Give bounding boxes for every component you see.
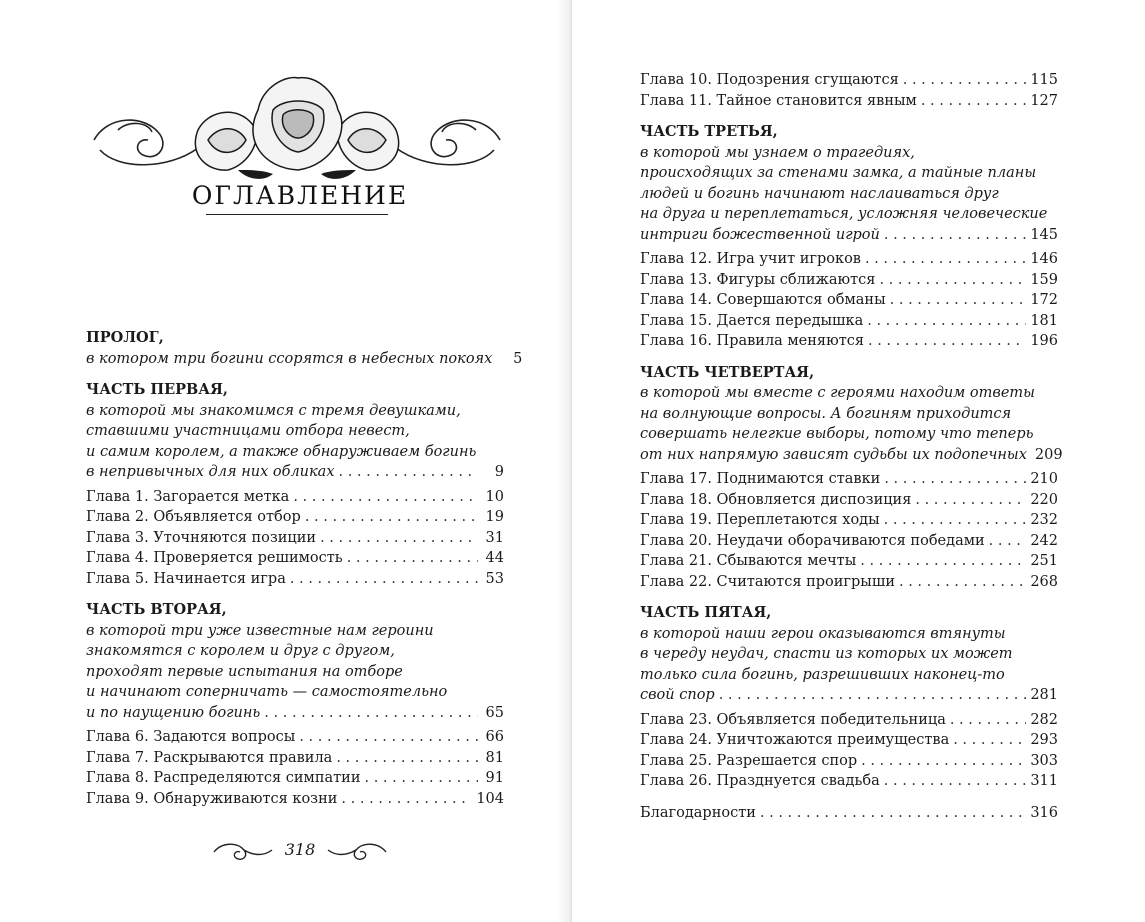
leader-dots: [899, 572, 1026, 593]
entry-page: 91: [485, 770, 504, 786]
toc-entry[interactable]: [640, 70, 1058, 91]
section-heading: ЧАСТЬ ТРЕТЬЯ,: [640, 123, 778, 140]
toc-entry[interactable]: [640, 572, 1058, 593]
leader-dots: [921, 91, 1027, 112]
toc-entry[interactable]: [640, 730, 1058, 751]
entry-page: 172: [1030, 292, 1058, 308]
toc-entry[interactable]: [86, 789, 504, 810]
section-description-line: и начинают соперничать — самостоятельно: [86, 684, 448, 700]
entry-title: Глава 26. Празднуется свадьба: [640, 773, 880, 789]
entry-page: 146: [1030, 251, 1058, 267]
toc-entry[interactable]: [640, 751, 1058, 772]
leader-dots: [364, 768, 478, 789]
entry-title: Глава 14. Совершаются обманы: [640, 292, 886, 308]
entry-page: 316: [1030, 804, 1058, 821]
leader-dots: [989, 531, 1027, 552]
toc-section-prologue: [86, 328, 523, 369]
leader-dots: [884, 510, 1027, 531]
entry-title: Глава 5. Начинается игра: [86, 570, 286, 587]
entry-title: Глава 2. Объявляется отбор: [86, 509, 301, 525]
page-footer: [212, 838, 388, 866]
toc-left-column: [86, 328, 523, 820]
leader-dots: [868, 331, 1026, 352]
section-description-line: и самим королем, а также обнаруживаем богинь: [86, 443, 477, 460]
entry-title: Глава 25. Разрешается спор: [640, 752, 858, 769]
toc-right-column: [640, 70, 1063, 834]
entry-page: 181: [1030, 312, 1058, 329]
entry-title: Глава 1. Загорается метка: [86, 488, 290, 505]
toc-entry[interactable]: [86, 748, 504, 769]
entry-title: интриги божественной игрой: [640, 226, 880, 243]
leader-dots: [890, 290, 1027, 311]
toc-title: ОГЛАВЛЕНИЕ: [191, 181, 409, 210]
entry-title: Глава 3. Уточняются позиции: [86, 529, 317, 546]
toc-entry[interactable]: [640, 531, 1058, 552]
entry-title: Глава 4. Проверяется решимость: [86, 550, 343, 566]
leader-dots: [719, 685, 1027, 706]
entry-title: Глава 23. Объявляется победительница: [640, 711, 946, 728]
section-heading: ЧАСТЬ ПЯТАЯ,: [640, 604, 772, 621]
toc-section-part-3: [640, 122, 1058, 352]
leader-dots: [884, 771, 1027, 792]
toc-section-part-4: [640, 363, 1063, 593]
entry-page: 159: [1030, 271, 1058, 288]
entry-title: Глава 11. Тайное становится явным: [640, 92, 917, 109]
leader-dots: [861, 751, 1026, 772]
entry-title: Глава 16. Правила меняются: [640, 333, 864, 349]
toc-entry[interactable]: [640, 91, 1058, 112]
toc-entry[interactable]: [640, 469, 1058, 490]
section-description-line: в которой мы знакомимся с тремя девушками,: [86, 402, 461, 419]
entry-page: 209: [1034, 446, 1063, 463]
entry-title: Глава 12. Игра учит игроков: [640, 251, 861, 267]
entry-page: 268: [1030, 573, 1058, 590]
entry-page: 5: [513, 350, 523, 367]
toc-entry[interactable]: [86, 462, 504, 483]
entry-page: 115: [1030, 72, 1058, 88]
toc-entry[interactable]: [640, 225, 1058, 246]
entry-page: 53: [485, 570, 504, 587]
entry-page: 81: [485, 749, 504, 766]
entry-title: Глава 22. Считаются проигрыши: [640, 573, 895, 590]
entry-title: Благодарности: [640, 804, 756, 821]
entry-title: свой спор: [640, 687, 715, 703]
leader-dots: [290, 569, 478, 590]
section-description-line: в которой мы вместе с героями находим ответы: [640, 385, 1035, 401]
toc-entry[interactable]: [640, 249, 1058, 270]
entry-page: 220: [1030, 491, 1058, 508]
entry-page: 282: [1030, 711, 1058, 728]
leader-dots: [305, 507, 478, 528]
leader-dots: [293, 487, 478, 508]
leader-dots: [320, 528, 478, 549]
leader-dots: [865, 249, 1026, 270]
toc-section-continued: [640, 70, 1058, 111]
toc-entry[interactable]: [640, 710, 1058, 731]
toc-entry[interactable]: [86, 507, 504, 528]
toc-entry[interactable]: [86, 528, 504, 549]
entry-page: 104: [476, 790, 504, 807]
entry-title: Глава 20. Неудачи оборачиваются победами: [640, 532, 985, 549]
entry-title: Глава 15. Дается передышка: [640, 312, 864, 329]
toc-entry[interactable]: [86, 569, 504, 590]
entry-title: Глава 24. Уничтожаются преимущества: [640, 732, 950, 748]
entry-page: 251: [1030, 553, 1058, 569]
toc-section-part-5: [640, 603, 1058, 792]
entry-title: Глава 8. Распределяются симпатии: [86, 770, 361, 786]
section-heading: ЧАСТЬ ЧЕТВЕРТАЯ,: [640, 363, 815, 381]
toc-entry[interactable]: [640, 551, 1058, 572]
entry-page: 44: [485, 550, 504, 566]
leader-dots: [347, 548, 478, 569]
section-heading: ПРОЛОГ,: [86, 329, 164, 346]
entry-title: Глава 19. Переплетаются ходы: [640, 512, 880, 528]
toc-entry[interactable]: [640, 510, 1058, 531]
entry-title: Глава 17. Поднимаются ставки: [640, 471, 881, 487]
section-description-line: ставшими участницами отбора невест,: [86, 423, 410, 439]
section-description-line: в череду неудач, спасти из которых их может: [640, 646, 1013, 662]
toc-entry[interactable]: [640, 771, 1058, 792]
toc-entry[interactable]: [86, 349, 523, 370]
entry-page: 196: [1030, 333, 1058, 349]
section-description-line: людей и богинь начинают наслаиваться друг: [640, 185, 999, 202]
entry-page: 311: [1030, 773, 1058, 789]
entry-page: 65: [485, 704, 504, 721]
entry-page: 281: [1030, 687, 1058, 703]
section-heading: ЧАСТЬ ВТОРАЯ,: [86, 601, 227, 618]
leader-dots: [264, 703, 478, 724]
leader-dots: [903, 70, 1027, 91]
toc-entry[interactable]: [640, 290, 1058, 311]
entry-page: 303: [1030, 752, 1058, 769]
section-description-line: только сила богинь, разрешивших наконец-то: [640, 666, 1005, 683]
entry-page: 127: [1030, 92, 1058, 109]
entry-page: 232: [1030, 512, 1058, 528]
toc-entry[interactable]: [640, 331, 1058, 352]
leader-dots: [860, 551, 1026, 572]
entry-title: Глава 18. Обновляется диспозиция: [640, 491, 912, 508]
entry-page: 31: [485, 529, 504, 546]
leader-dots: [336, 748, 478, 769]
section-description-line: происходящих за стенами замка, а тайные планы: [640, 165, 1037, 181]
section-heading: ЧАСТЬ ПЕРВАЯ,: [86, 381, 228, 398]
section-description-line: проходят первые испытания на отборе: [86, 663, 403, 680]
entry-page: 210: [1030, 471, 1058, 487]
leader-dots: [339, 462, 479, 483]
toc-entry[interactable]: [640, 270, 1058, 291]
section-description-line: на друга и переплетаться, усложняя человеческие: [640, 206, 1048, 222]
leader-dots: [950, 710, 1026, 731]
entry-title: от них напрямую зависят судьбы их подопечных: [640, 446, 1027, 463]
leader-dots: [867, 311, 1026, 332]
page-number: 318: [284, 840, 316, 859]
section-description-line: в которой наши герои оказываются втянуты: [640, 625, 1006, 642]
entry-title: Глава 13. Фигуры сближаются: [640, 271, 876, 288]
leader-dots: [760, 803, 1026, 824]
left-page: [0, 0, 572, 922]
entry-title: и по наущению богинь: [86, 704, 261, 721]
toc-entry[interactable]: [86, 487, 504, 508]
entry-page: 66: [485, 729, 504, 745]
section-description-line: в которой три уже известные нам героини: [86, 622, 434, 639]
section-description-line: знакомятся с королем и друг с другом,: [86, 643, 395, 659]
toc-entry[interactable]: [86, 768, 504, 789]
toc-entry[interactable]: [640, 445, 1063, 466]
leader-dots: [884, 225, 1026, 246]
toc-section-part-2: [86, 600, 504, 809]
entry-title: Глава 7. Раскрываются правила: [86, 749, 333, 766]
title-underline: [206, 214, 388, 215]
toc-entry[interactable]: [640, 685, 1058, 706]
leader-dots: [884, 469, 1026, 490]
entry-page: 293: [1030, 732, 1058, 748]
toc-entry[interactable]: [86, 703, 504, 724]
toc-entry[interactable]: [640, 490, 1058, 511]
leader-dots: [915, 490, 1026, 511]
entry-page: 145: [1030, 226, 1058, 243]
leader-dots: [953, 730, 1026, 751]
entry-title: Глава 6. Задаются вопросы: [86, 729, 296, 745]
entry-page: 9: [494, 464, 504, 480]
entry-page: 19: [485, 509, 504, 525]
entry-title: Глава 21. Сбываются мечты: [640, 553, 857, 569]
entry-title: Глава 9. Обнаруживаются козни: [86, 790, 338, 807]
entry-title: в котором три богини ссорятся в небесных покоях: [86, 350, 493, 367]
leader-dots: [341, 789, 472, 810]
section-description-line: совершать нелегкие выборы, потому что теперь: [640, 426, 1034, 442]
toc-section-part-1: [86, 380, 504, 589]
toc-entry[interactable]: [86, 548, 504, 569]
leader-dots: [299, 727, 478, 748]
toc-entry[interactable]: [640, 803, 1058, 824]
entry-title: в непривычных для них обликах: [86, 464, 335, 480]
entry-page: 10: [485, 488, 504, 505]
peony-ornament-icon: [88, 70, 506, 195]
entry-page: 242: [1030, 532, 1058, 549]
toc-entry[interactable]: [86, 727, 504, 748]
toc-section-acknowledgments: [640, 803, 1058, 824]
section-description-line: в которой мы узнаем о трагедиях,: [640, 144, 915, 161]
toc-entry[interactable]: [640, 311, 1058, 332]
entry-title: Глава 10. Подозрения сгущаются: [640, 72, 899, 88]
section-description-line: на волнующие вопросы. А богиням приходится: [640, 405, 1012, 422]
leader-dots: [879, 270, 1026, 291]
